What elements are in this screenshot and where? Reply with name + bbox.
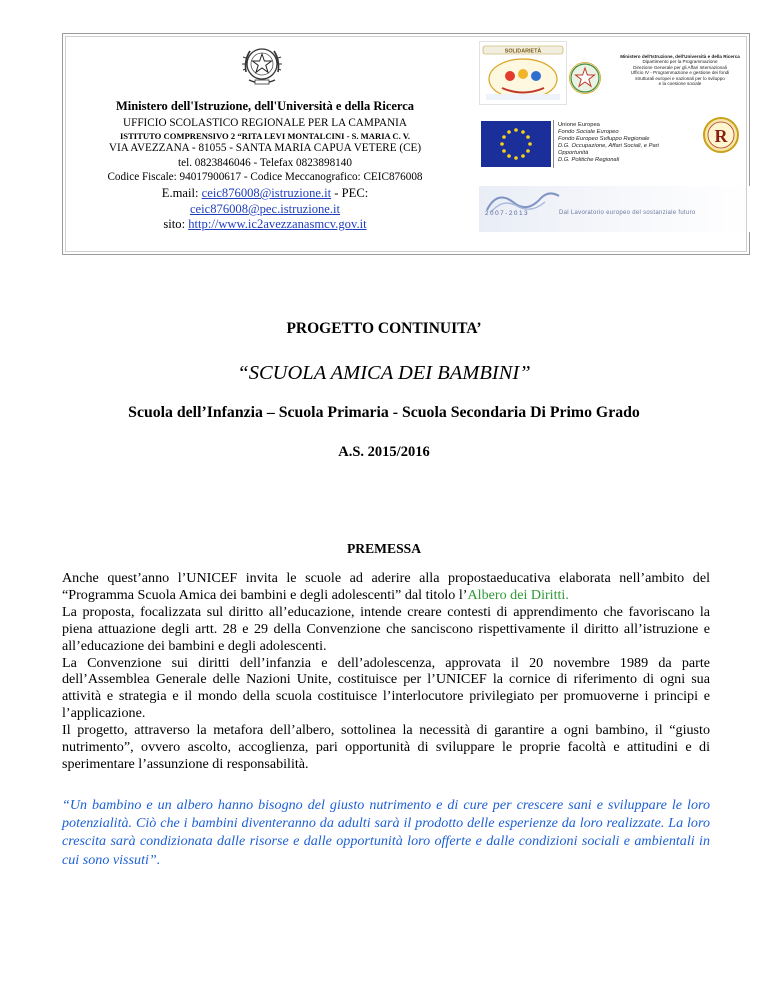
website-link[interactable]: http://www.ic2avezzanasmcv.gov.it [188, 217, 367, 231]
miur-line: Dipartimento per la Programmazione [642, 59, 718, 65]
school-levels: Scuola dell’Infanzia – Scuola Primaria - Scuola Secondaria Di Primo Grado [128, 404, 640, 421]
pon-years: 2007-2013 [485, 210, 530, 217]
unicef-quote: “Un bambino e un albero hanno bisogno del giusto nutrimento e di cure per crescere sani e sviluppare le loro potenzialità. Ciò che i bambini diventeranno da adulti sarà il prodotto delle esperienze da loro realizzate. La loro crescita sarà condizionata dalle risorse e dalle opportunità loro offerte e dalle condizioni sociali e ambientali in cui sono vissuti”. [62, 797, 710, 868]
miur-line: Direzione Generale per gli Affari Internazionali [633, 64, 727, 70]
italian-republic-emblem-icon [240, 42, 284, 88]
contact-emails [63, 185, 467, 217]
pec-link[interactable]: ceic876008@pec.istruzione.it [189, 202, 341, 216]
miur-department-text [605, 54, 755, 86]
website-line [63, 217, 467, 232]
eu-funds-text [558, 122, 678, 164]
site-label: sito: [163, 217, 189, 231]
premessa-body [62, 570, 710, 773]
school-phone: tel. 0823846046 - Telefax 0823898140 [178, 157, 352, 169]
pec-label: - PEC: [331, 186, 369, 200]
miur-line: e la coesione sociale [658, 81, 702, 87]
email-label: E.mail: [161, 186, 202, 200]
paragraph: La proposta, focalizzata sul diritto all’educazione, intende creare contesti di apprendimento che favoriscano la piena attuazione degli artt. 28 e 29 della Convenzione che sanciscono rispettivamente il diritto all’istruzione e all’educazione dei bambini e degli adolescenti. [62, 603, 710, 654]
eu-line: D.G. Occupazione, Affari Sociali, e Pari Opportunità [558, 143, 659, 156]
eu-divider [553, 120, 554, 168]
eu-line: Unione Europea [558, 122, 600, 128]
paragraph-text: Anche quest’anno l’UNICEF invita le scuole ad aderire alla propostaeducativa elaborata nell’ambito del “Programma Scuola Amica dei bambini e degli adolescenti” dal titolo l’ [62, 570, 710, 603]
eu-line: Fondo Europeo Sviluppo Regionale [558, 136, 650, 142]
regione-logo-icon [701, 115, 741, 155]
eu-line: Fondo Sociale Europeo [558, 129, 619, 135]
pon-slogan: Dal Lavoratorio europeo del sostanziale futuro [559, 210, 696, 216]
school-name: ISTITUTO COMPRENSIVO 2 “RITA LEVI MONTALCINI - S. MARIA C. V. [119, 131, 411, 141]
email-link[interactable]: ceic876008@istruzione.it [201, 186, 332, 200]
solidarieta-logo [479, 41, 567, 105]
project-title: “SCUOLA AMICA DEI BAMBINI” [237, 362, 531, 384]
solidarieta-logo-icon [480, 42, 566, 104]
miur-line: Ministero dell'Istruzione, dell'Università e della Ricerca [620, 54, 740, 59]
ministry-title: Ministero dell'Istruzione, dell'Università e della Ricerca [115, 99, 415, 113]
paragraph: Il progetto, attraverso la metafora dell’albero, sottolinea la necessità di garantire a ogni bambino, il “giusto nutrimento”, ovvero ascolto, accoglienza, pari opportunità di sviluppare le proprie facoltà e attitudini e di sperimentare l’assunzione di responsabilità. [62, 722, 710, 772]
miur-line: Ufficio IV - Programmazione e gestione dei fondi [630, 70, 730, 76]
project-heading: PROGETTO CONTINUITA’ [286, 320, 482, 337]
premessa-heading: PREMESSA [346, 541, 422, 556]
letterhead [62, 33, 750, 255]
pon-banner [479, 186, 751, 232]
eu-flag-icon [481, 121, 551, 167]
regional-office: UFFICIO SCOLASTICO REGIONALE PER LA CAMPANIA [123, 117, 407, 129]
school-codes: Codice Fiscale: 94017900617 - Codice Meccanografico: CEIC876008 [107, 171, 423, 183]
solidarieta-text: SOLIDARIETÀ [504, 48, 542, 55]
miur-emblem-icon [568, 61, 602, 95]
albero-dei-diritti-highlight: Albero dei Diritti. [467, 586, 569, 603]
eu-line: D.G. Politiche Regionali [558, 157, 620, 163]
miur-line: strutturali europei e nazionali per lo sviluppo [635, 75, 725, 81]
regione-letter: R [714, 126, 728, 146]
paragraph [62, 570, 710, 604]
paragraph: La Convenzione sui diritti dell’infanzia e dell’adolescenza, approvata il 20 novembre 1989 da parte dell’Assemblea Generale delle Nazioni Unite, costituisce per l’UNICEF la cornice di riferimento di ogni sua attività e strategia e il mondo della scuola costituisce l’interlocutore privilegiato per promuoverne i principi e l’applicazione. [62, 654, 710, 722]
school-address: VIA AVEZZANA - 81055 - SANTA MARIA CAPUA VETERE (CE) [108, 142, 422, 154]
school-year: A.S. 2015/2016 [338, 444, 430, 460]
